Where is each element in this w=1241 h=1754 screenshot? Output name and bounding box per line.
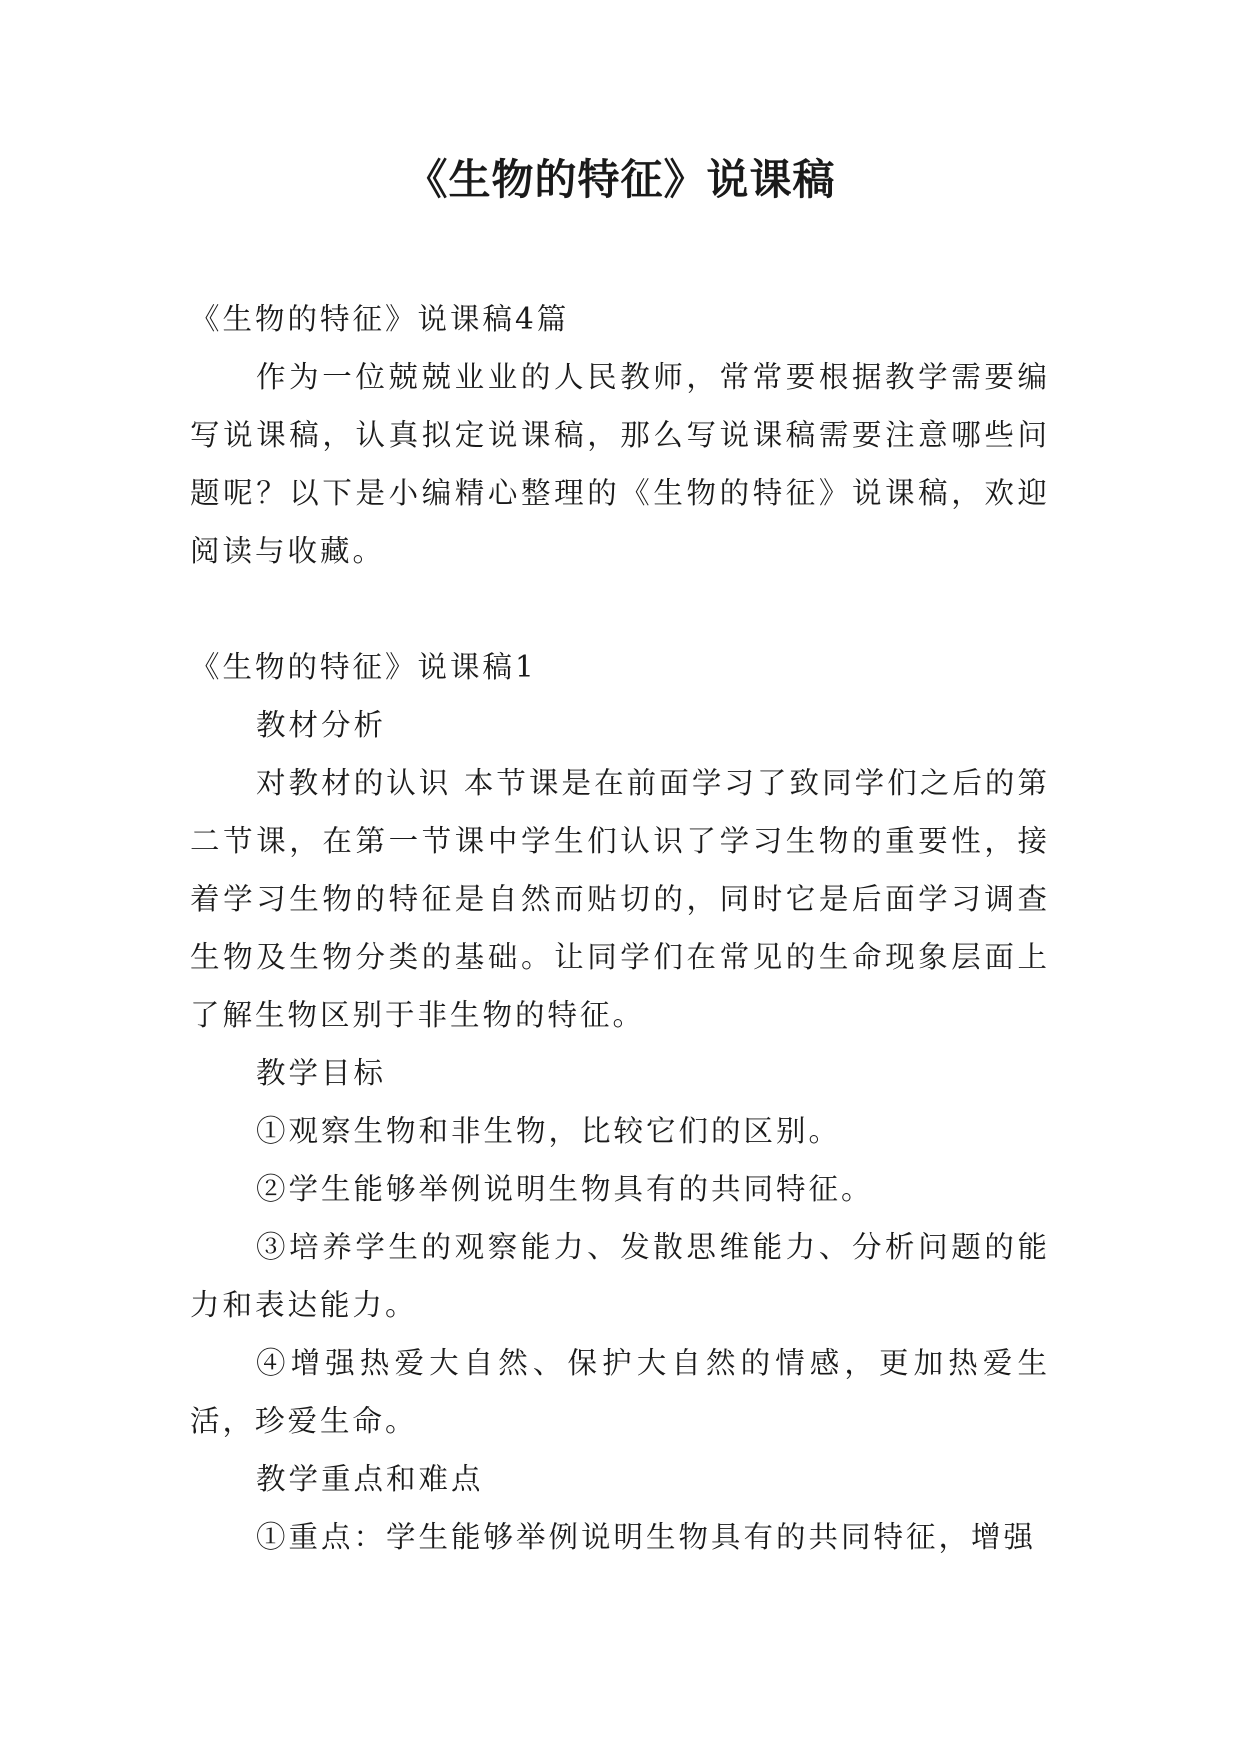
objective-item: ③培养学生的观察能力、发散思维能力、分析问题的能力和表达能力。 — [190, 1230, 1050, 1322]
objective-item: ①观察生物和非生物，比较它们的区别。 — [256, 1114, 842, 1148]
objectives-heading: 教学目标 — [256, 1056, 387, 1090]
key-point-item: ①重点：学生能够举例说明生物具有的共同特征，增强 — [256, 1520, 1037, 1554]
paragraph-gap — [190, 580, 1050, 638]
document-subtitle: 《生物的特征》说课稿4篇 — [190, 302, 570, 336]
document-body — [190, 290, 1050, 1566]
material-analysis-paragraph: 对教材的认识 本节课是在前面学习了致同学们之后的第二节课，在第一节课中学生们认识了学习生物的重要性，接着学习生物的特征是自然而贴切的，同时它是后面学习调查生物及生物分类的基础。让同学们在常见的生命现象层面上了解生物区别于非生物的特征。 — [190, 766, 1050, 1032]
document-title: 《生物的特征》说课稿 — [405, 155, 836, 204]
section-heading: 《生物的特征》说课稿1 — [190, 650, 537, 684]
objective-item: ②学生能够举例说明生物具有的共同特征。 — [256, 1172, 874, 1206]
intro-paragraph: 作为一位兢兢业业的人民教师，常常要根据教学需要编写说课稿，认真拟定说课稿，那么写说课稿需要注意哪些问题呢？以下是小编精心整理的《生物的特征》说课稿，欢迎阅读与收藏。 — [190, 360, 1050, 568]
key-points-heading: 教学重点和难点 — [256, 1462, 484, 1496]
objective-item: ④增强热爱大自然、保护大自然的情感，更加热爱生活，珍爱生命。 — [190, 1346, 1050, 1438]
material-analysis-heading: 教材分析 — [256, 708, 387, 742]
